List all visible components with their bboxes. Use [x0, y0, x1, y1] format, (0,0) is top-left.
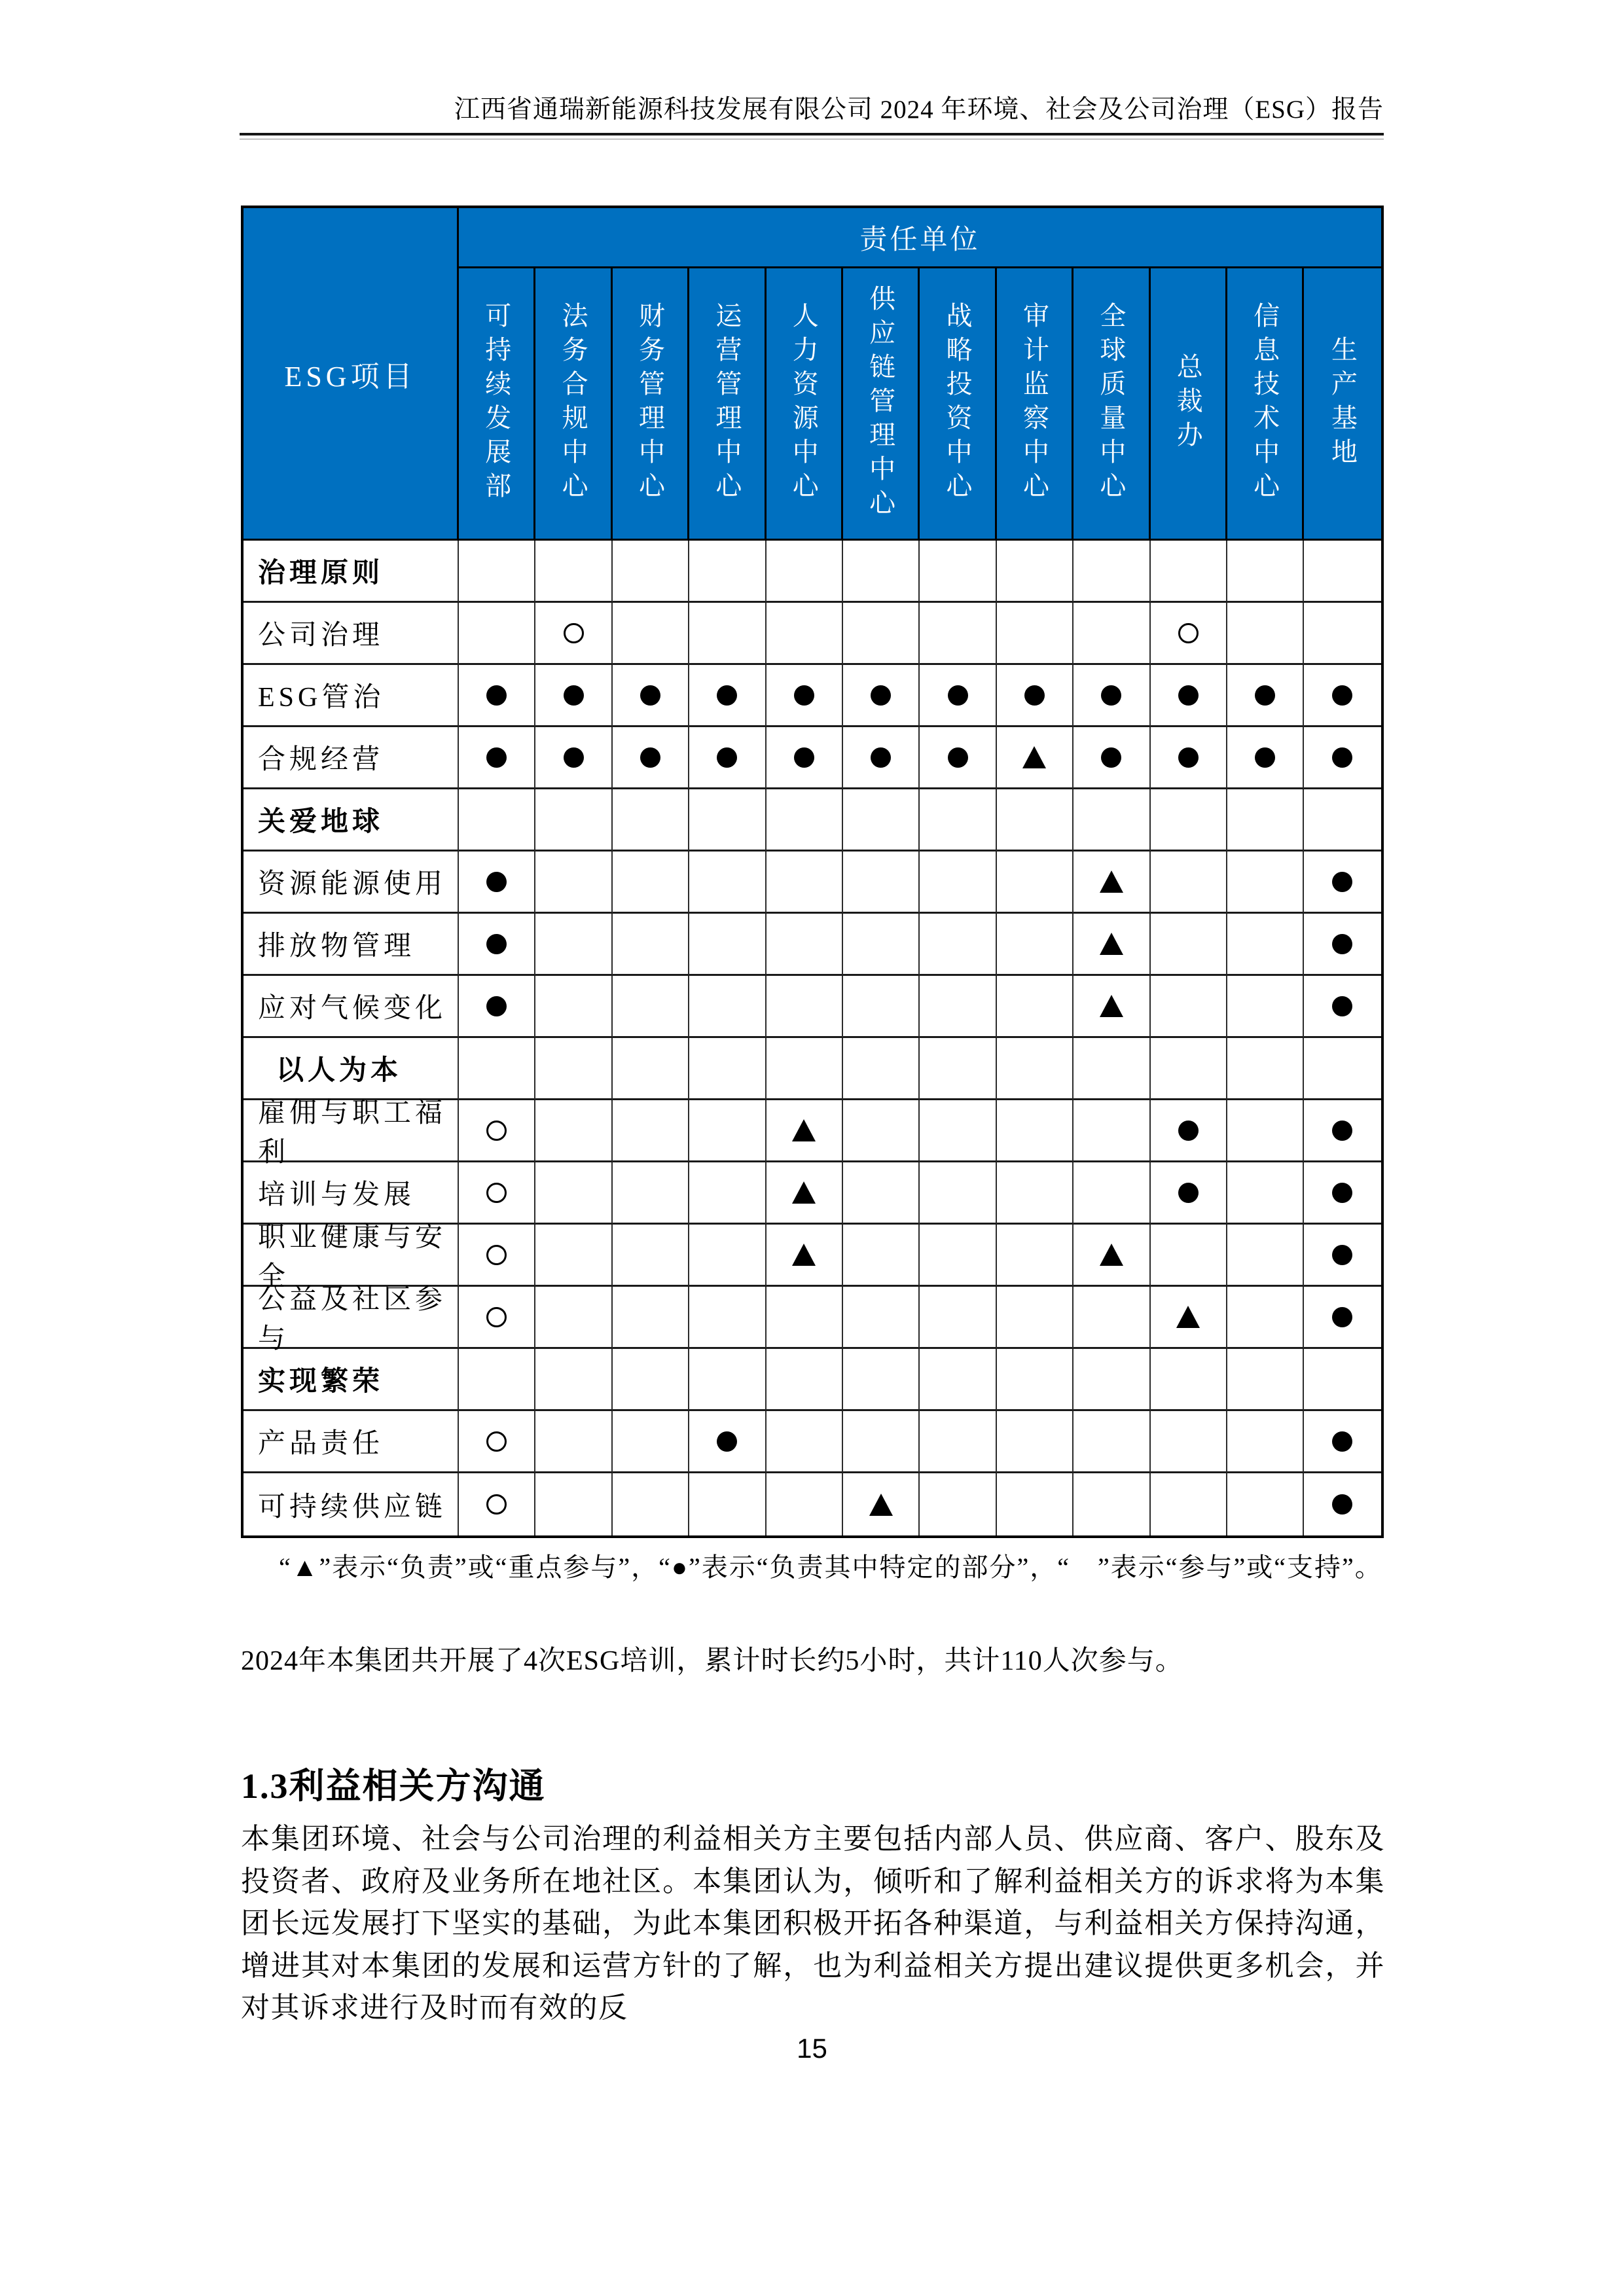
matrix-cell — [459, 914, 535, 976]
matrix-cell — [1304, 1162, 1380, 1225]
matrix-cell — [767, 1473, 843, 1535]
matrix-cell — [613, 1038, 689, 1100]
matrix-cell — [1074, 1473, 1150, 1535]
matrix-cell — [1304, 852, 1380, 914]
matrix-cell — [767, 852, 843, 914]
matrix-cell — [1227, 727, 1304, 789]
matrix-cell — [689, 1162, 766, 1225]
matrix-cell — [1304, 1411, 1380, 1473]
open-circle-symbol — [486, 1245, 507, 1265]
matrix-cell — [767, 1162, 843, 1225]
matrix-cell — [920, 789, 996, 852]
matrix-cell — [459, 1162, 535, 1225]
filled-dot-symbol — [1332, 1307, 1352, 1327]
matrix-cell — [843, 1225, 920, 1287]
matrix-cell — [613, 1473, 689, 1535]
open-circle-symbol — [486, 1431, 507, 1452]
column-header-label: 总裁办 — [1173, 352, 1203, 455]
matrix-cell — [997, 603, 1074, 665]
open-circle-symbol — [486, 1307, 507, 1327]
matrix-cell — [535, 1411, 612, 1473]
matrix-cell — [1074, 603, 1150, 665]
matrix-cell — [997, 1100, 1074, 1162]
matrix-cell — [1074, 1038, 1150, 1100]
matrix-cell — [1227, 603, 1304, 665]
matrix-cell — [1074, 541, 1150, 603]
matrix-cell — [613, 665, 689, 727]
matrix-cell — [1151, 603, 1227, 665]
header-rule — [240, 133, 1384, 135]
triangle-symbol — [1022, 746, 1046, 768]
matrix-cell — [1304, 1287, 1380, 1349]
column-header-12 — [1304, 268, 1380, 541]
matrix-cell — [535, 1100, 612, 1162]
matrix-cell — [843, 727, 920, 789]
esg-responsibility-table — [241, 206, 1384, 1538]
triangle-symbol — [869, 1494, 893, 1516]
filled-dot-symbol — [640, 747, 660, 768]
triangle-symbol — [1100, 870, 1123, 893]
column-header-4 — [689, 268, 766, 541]
esg-training-note: 2024年本集团共开展了4次ESG培训，累计时长约5小时，共计110人次参与。 — [241, 1646, 1183, 1676]
matrix-cell — [843, 1287, 920, 1349]
column-header-label: 信息技术中心 — [1250, 301, 1280, 506]
matrix-cell — [689, 1349, 766, 1411]
matrix-cell — [1151, 541, 1227, 603]
matrix-cell — [1074, 1225, 1150, 1287]
column-header-label: 生产基地 — [1327, 335, 1358, 472]
column-header-label: 人力资源中心 — [789, 301, 819, 506]
matrix-cell — [1151, 727, 1227, 789]
filled-dot-symbol — [794, 747, 814, 768]
matrix-cell — [997, 789, 1074, 852]
filled-dot-symbol — [1332, 872, 1352, 892]
page-header-title: 江西省通瑞新能源科技发展有限公司 2024 年环境、社会及公司治理（ESG）报告 — [454, 96, 1384, 124]
matrix-cell — [767, 1287, 843, 1349]
matrix-cell — [1151, 1100, 1227, 1162]
matrix-cell — [1151, 665, 1227, 727]
matrix-cell — [535, 603, 612, 665]
filled-dot-symbol — [1255, 685, 1275, 706]
matrix-cell — [535, 1349, 612, 1411]
matrix-cell — [1227, 1100, 1304, 1162]
filled-dot-symbol — [1332, 1245, 1352, 1265]
matrix-cell — [997, 1162, 1074, 1225]
column-header-8 — [997, 268, 1074, 541]
matrix-cell — [920, 1411, 996, 1473]
matrix-cell — [613, 1100, 689, 1162]
matrix-cell — [997, 727, 1074, 789]
triangle-symbol — [792, 1244, 816, 1266]
row-label-5: 关爱地球 — [244, 789, 459, 852]
matrix-cell — [535, 665, 612, 727]
filled-dot-symbol — [948, 747, 968, 768]
matrix-cell — [613, 1287, 689, 1349]
filled-dot-symbol — [1178, 747, 1199, 768]
filled-dot-symbol — [1101, 685, 1121, 706]
matrix-cell — [843, 541, 920, 603]
matrix-cell — [689, 1225, 766, 1287]
triangle-symbol — [792, 1119, 816, 1141]
matrix-cell — [459, 1100, 535, 1162]
matrix-cell — [1304, 1473, 1380, 1535]
matrix-cell — [1151, 1225, 1227, 1287]
filled-dot-symbol — [948, 685, 968, 706]
matrix-cell — [535, 541, 612, 603]
column-header-2 — [535, 268, 612, 541]
column-header-label: 运营管理中心 — [712, 301, 742, 506]
matrix-cell — [767, 603, 843, 665]
matrix-cell — [1151, 1411, 1227, 1473]
row-label-12: 职业健康与安全 — [244, 1225, 459, 1287]
matrix-cell — [689, 1038, 766, 1100]
open-circle-symbol — [1178, 623, 1199, 643]
filled-dot-symbol — [1332, 685, 1352, 706]
matrix-cell — [613, 1411, 689, 1473]
matrix-cell — [1227, 914, 1304, 976]
matrix-cell — [997, 1349, 1074, 1411]
matrix-cell — [613, 914, 689, 976]
matrix-cell — [1074, 976, 1150, 1038]
matrix-cell — [613, 1225, 689, 1287]
matrix-cell — [1151, 976, 1227, 1038]
filled-dot-symbol — [794, 685, 814, 706]
matrix-cell — [767, 1100, 843, 1162]
matrix-cell — [1304, 665, 1380, 727]
matrix-cell — [459, 603, 535, 665]
matrix-cell — [1074, 789, 1150, 852]
filled-dot-symbol — [1332, 934, 1352, 954]
filled-dot-symbol — [1332, 1183, 1352, 1203]
matrix-cell — [767, 727, 843, 789]
row-label-4: 合规经营 — [244, 727, 459, 789]
matrix-cell — [535, 976, 612, 1038]
matrix-cell — [843, 1162, 920, 1225]
matrix-cell — [1304, 727, 1380, 789]
matrix-cell — [1074, 665, 1150, 727]
matrix-cell — [920, 727, 996, 789]
row-label-9: 以人为本 — [244, 1038, 459, 1100]
filled-dot-symbol — [486, 996, 507, 1016]
matrix-cell — [843, 852, 920, 914]
matrix-cell — [459, 852, 535, 914]
matrix-cell — [1304, 914, 1380, 976]
matrix-cell — [1074, 914, 1150, 976]
page-number: 15 — [797, 2033, 827, 2064]
matrix-cell — [1074, 1287, 1150, 1349]
filled-dot-symbol — [1101, 747, 1121, 768]
matrix-cell — [689, 789, 766, 852]
filled-dot-symbol — [486, 934, 507, 954]
matrix-cell — [997, 1473, 1074, 1535]
matrix-cell — [1227, 665, 1304, 727]
matrix-cell — [767, 1038, 843, 1100]
matrix-cell — [1074, 1162, 1150, 1225]
matrix-cell — [459, 1038, 535, 1100]
matrix-cell — [920, 852, 996, 914]
matrix-cell — [689, 1100, 766, 1162]
matrix-cell — [535, 727, 612, 789]
matrix-cell — [1227, 1411, 1304, 1473]
filled-dot-symbol — [717, 1431, 737, 1452]
matrix-cell — [459, 1473, 535, 1535]
matrix-cell — [1227, 1038, 1304, 1100]
matrix-cell — [1074, 1100, 1150, 1162]
filled-dot-symbol — [871, 747, 891, 768]
filled-dot-symbol — [1332, 1431, 1352, 1452]
matrix-cell — [1304, 541, 1380, 603]
matrix-cell — [1074, 1349, 1150, 1411]
column-header-label: 财务管理中心 — [635, 301, 665, 506]
matrix-cell — [767, 1411, 843, 1473]
matrix-cell — [1227, 976, 1304, 1038]
row-label-14: 实现繁荣 — [244, 1349, 459, 1411]
row-label-2: 公司治理 — [244, 603, 459, 665]
matrix-cell — [767, 1225, 843, 1287]
matrix-cell — [843, 1411, 920, 1473]
matrix-cell — [613, 976, 689, 1038]
matrix-cell — [1151, 1038, 1227, 1100]
matrix-cell — [767, 789, 843, 852]
matrix-cell — [997, 541, 1074, 603]
matrix-cell — [535, 852, 612, 914]
matrix-cell — [689, 603, 766, 665]
filled-dot-symbol — [1024, 685, 1045, 706]
section-heading: 1.3利益相关方沟通 — [241, 1767, 546, 1806]
matrix-cell — [1151, 1349, 1227, 1411]
matrix-cell — [689, 541, 766, 603]
filled-dot-symbol — [1255, 747, 1275, 768]
filled-dot-symbol — [871, 685, 891, 706]
section-body-paragraph: 本集团环境、社会与公司治理的利益相关方主要包括内部人员、供应商、客户、股东及投资者、政府及业务所在地社区。本集团认为，倾听和了解利益相关方的诉求将为本集团长远发展打下坚实的基础，为此本集团积极开拓各种渠道，与利益相关方保持沟通，增进其对本集团的发展和运营方针的了解，也为利益相关方提出建议提供更多机会，并对其诉求进行及时而有效的反 — [241, 1823, 1385, 2024]
matrix-cell — [1074, 852, 1150, 914]
column-header-5 — [767, 268, 843, 541]
matrix-cell — [843, 665, 920, 727]
matrix-cell — [1074, 1411, 1150, 1473]
matrix-cell — [920, 976, 996, 1038]
matrix-cell — [1304, 1100, 1380, 1162]
matrix-cell — [613, 789, 689, 852]
matrix-cell — [459, 727, 535, 789]
matrix-cell — [1151, 914, 1227, 976]
matrix-cell — [459, 1287, 535, 1349]
matrix-cell — [1227, 852, 1304, 914]
matrix-cell — [843, 1038, 920, 1100]
matrix-cell — [920, 665, 996, 727]
filled-dot-symbol — [640, 685, 660, 706]
matrix-cell — [613, 541, 689, 603]
matrix-cell — [689, 1473, 766, 1535]
matrix-cell — [459, 976, 535, 1038]
matrix-cell — [920, 1287, 996, 1349]
matrix-cell — [1074, 727, 1150, 789]
column-header-label: 审计监察中心 — [1019, 301, 1049, 506]
matrix-cell — [1304, 1038, 1380, 1100]
matrix-cell — [613, 727, 689, 789]
open-circle-symbol — [486, 1121, 507, 1141]
row-label-10: 雇佣与职工福利 — [244, 1100, 459, 1162]
matrix-cell — [997, 1225, 1074, 1287]
triangle-symbol — [1100, 995, 1123, 1017]
filled-dot-symbol — [1178, 685, 1199, 706]
matrix-cell — [1227, 789, 1304, 852]
matrix-cell — [459, 541, 535, 603]
matrix-cell — [1151, 852, 1227, 914]
symbol-legend-note: “▲”表示“负责”或“重点参与”，“●”表示“负责其中特定的部分”，“ ”表示“参与”或“支持”。 — [279, 1552, 1382, 1582]
matrix-cell — [613, 603, 689, 665]
matrix-cell — [997, 852, 1074, 914]
matrix-cell — [535, 1038, 612, 1100]
matrix-cell — [689, 727, 766, 789]
column-header-label: 可持续发展部 — [481, 301, 511, 506]
row-label-13: 公益及社区参与 — [244, 1287, 459, 1349]
triangle-symbol — [1100, 1244, 1123, 1266]
matrix-cell — [613, 1162, 689, 1225]
row-label-7: 排放物管理 — [244, 914, 459, 976]
column-header-label: 战略投资中心 — [943, 301, 973, 506]
row-label-6: 资源能源使用 — [244, 852, 459, 914]
matrix-cell — [1227, 1349, 1304, 1411]
matrix-cell — [920, 1473, 996, 1535]
matrix-cell — [535, 914, 612, 976]
column-header-7 — [920, 268, 996, 541]
matrix-cell — [843, 603, 920, 665]
matrix-cell — [920, 541, 996, 603]
matrix-cell — [997, 1411, 1074, 1473]
row-label-3: ESG管治 — [244, 665, 459, 727]
matrix-cell — [843, 914, 920, 976]
filled-dot-symbol — [486, 685, 507, 706]
matrix-cell — [459, 1411, 535, 1473]
matrix-cell — [843, 976, 920, 1038]
filled-dot-symbol — [564, 747, 584, 768]
filled-dot-symbol — [564, 685, 584, 706]
matrix-cell — [997, 1287, 1074, 1349]
open-circle-symbol — [486, 1494, 507, 1515]
matrix-cell — [843, 789, 920, 852]
matrix-cell — [1227, 1225, 1304, 1287]
filled-dot-symbol — [486, 747, 507, 768]
filled-dot-symbol — [1332, 1121, 1352, 1141]
matrix-cell — [920, 914, 996, 976]
column-header-10 — [1151, 268, 1227, 541]
matrix-cell — [1304, 1349, 1380, 1411]
matrix-cell — [689, 1411, 766, 1473]
filled-dot-symbol — [717, 685, 737, 706]
column-header-3 — [613, 268, 689, 541]
row-label-11: 培训与发展 — [244, 1162, 459, 1225]
matrix-cell — [767, 541, 843, 603]
filled-dot-symbol — [1332, 1494, 1352, 1515]
matrix-cell — [997, 976, 1074, 1038]
matrix-cell — [920, 1038, 996, 1100]
matrix-cell — [920, 1100, 996, 1162]
matrix-cell — [1304, 976, 1380, 1038]
matrix-cell — [1151, 1287, 1227, 1349]
matrix-cell — [843, 1473, 920, 1535]
filled-dot-symbol — [486, 872, 507, 892]
matrix-cell — [920, 1349, 996, 1411]
matrix-cell — [613, 1349, 689, 1411]
row-label-16: 可持续供应链 — [244, 1473, 459, 1535]
matrix-cell — [689, 1287, 766, 1349]
table-group-header: 责任单位 — [459, 208, 1381, 268]
matrix-cell — [689, 852, 766, 914]
matrix-cell — [1151, 1473, 1227, 1535]
matrix-cell — [689, 914, 766, 976]
triangle-symbol — [792, 1181, 816, 1204]
table-corner-label: ESG项目 — [244, 208, 459, 541]
matrix-cell — [459, 1349, 535, 1411]
column-header-1 — [459, 268, 535, 541]
matrix-cell — [767, 665, 843, 727]
matrix-cell — [767, 1349, 843, 1411]
row-label-8: 应对气候变化 — [244, 976, 459, 1038]
column-header-label: 全球质量中心 — [1096, 301, 1126, 506]
matrix-cell — [843, 1100, 920, 1162]
column-header-6 — [843, 268, 920, 541]
matrix-cell — [459, 1225, 535, 1287]
column-header-9 — [1074, 268, 1150, 541]
matrix-cell — [920, 1162, 996, 1225]
matrix-cell — [1227, 1162, 1304, 1225]
matrix-cell — [1304, 603, 1380, 665]
filled-dot-symbol — [1178, 1183, 1199, 1203]
row-label-15: 产品责任 — [244, 1411, 459, 1473]
matrix-cell — [997, 1038, 1074, 1100]
matrix-cell — [920, 1225, 996, 1287]
matrix-cell — [920, 603, 996, 665]
triangle-symbol — [1176, 1306, 1200, 1328]
matrix-cell — [459, 665, 535, 727]
matrix-cell — [997, 914, 1074, 976]
column-header-label: 供应链管理中心 — [865, 284, 895, 523]
filled-dot-symbol — [1332, 996, 1352, 1016]
matrix-cell — [535, 1162, 612, 1225]
matrix-cell — [997, 665, 1074, 727]
matrix-cell — [1227, 1287, 1304, 1349]
matrix-cell — [1304, 1225, 1380, 1287]
open-circle-symbol — [486, 1183, 507, 1203]
matrix-cell — [689, 665, 766, 727]
matrix-cell — [843, 1349, 920, 1411]
matrix-cell — [535, 789, 612, 852]
matrix-cell — [459, 789, 535, 852]
matrix-cell — [535, 1473, 612, 1535]
matrix-cell — [535, 1287, 612, 1349]
open-circle-symbol — [564, 623, 584, 643]
matrix-cell — [1304, 789, 1380, 852]
row-label-1: 治理原则 — [244, 541, 459, 603]
matrix-cell — [767, 914, 843, 976]
column-header-11 — [1227, 268, 1304, 541]
matrix-cell — [689, 976, 766, 1038]
filled-dot-symbol — [1178, 1121, 1199, 1141]
matrix-cell — [1151, 1162, 1227, 1225]
matrix-cell — [1227, 1473, 1304, 1535]
matrix-cell — [1227, 541, 1304, 603]
matrix-cell — [1151, 789, 1227, 852]
filled-dot-symbol — [1332, 747, 1352, 768]
matrix-cell — [535, 1225, 612, 1287]
matrix-cell — [613, 852, 689, 914]
triangle-symbol — [1100, 933, 1123, 955]
filled-dot-symbol — [717, 747, 737, 768]
matrix-cell — [767, 976, 843, 1038]
column-header-label: 法务合规中心 — [558, 301, 588, 506]
